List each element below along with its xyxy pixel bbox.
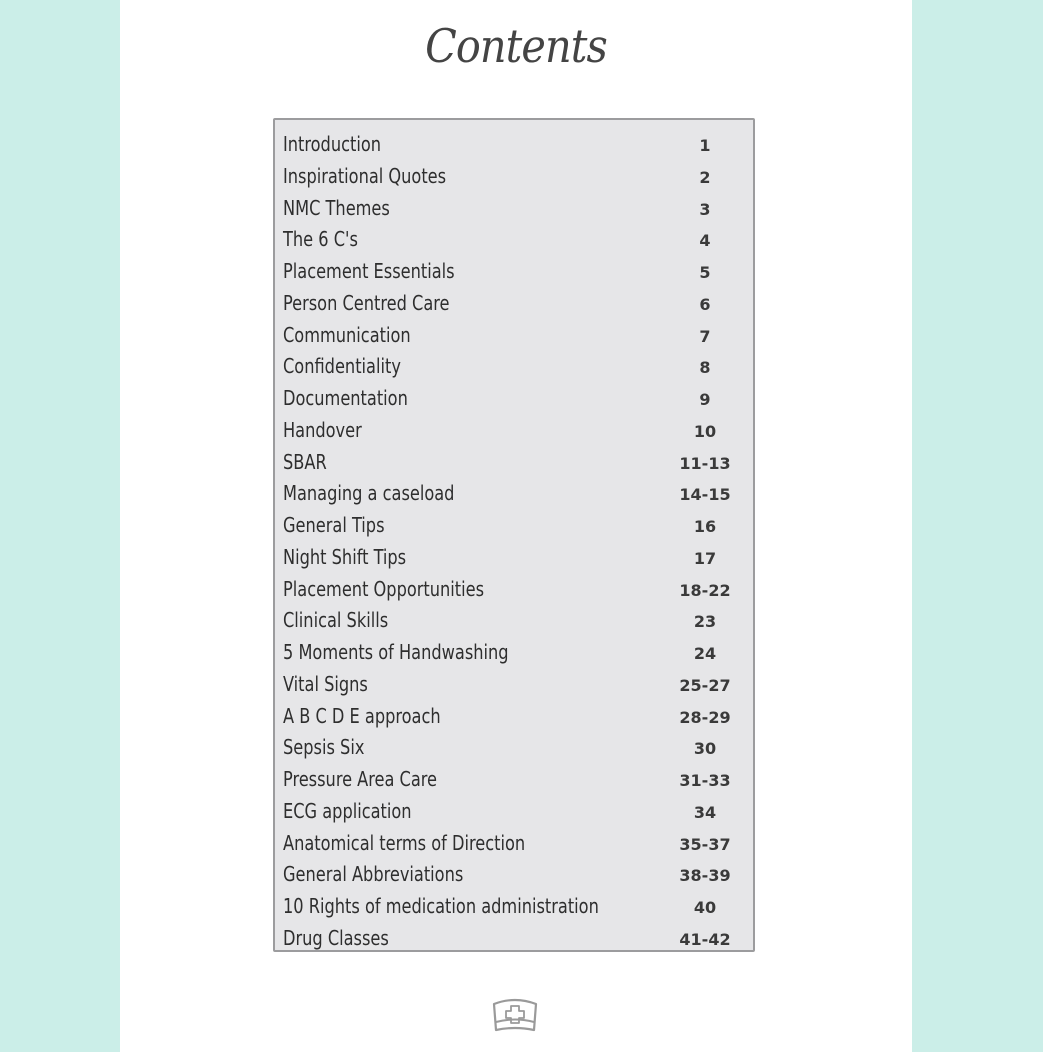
toc-entry-label: Placement Essentials xyxy=(283,259,455,283)
toc-entry xyxy=(275,791,753,823)
toc-entry-label: Vital Signs xyxy=(283,671,368,696)
toc-entry-label: General Tips xyxy=(283,513,385,537)
toc-entry xyxy=(275,727,753,759)
toc-entry xyxy=(275,156,753,188)
toc-entry xyxy=(275,505,753,537)
toc-entry-page: 17 xyxy=(693,548,717,568)
toc-entry xyxy=(275,124,753,156)
toc-entry-page: 14-15 xyxy=(679,485,731,505)
toc-entry xyxy=(275,600,753,632)
toc-entry-label: Handover xyxy=(283,417,362,442)
toc-entry-label: Inspirational Quotes xyxy=(283,163,447,188)
contents-page xyxy=(120,0,912,1052)
toc-entry-label: Placement Opportunities xyxy=(283,576,485,601)
toc-entry-page: 34 xyxy=(693,802,717,822)
toc-entry-label: A B C D E approach xyxy=(283,703,441,728)
toc-entry xyxy=(275,219,753,251)
toc-entry-label: 10 Rights of medication administration xyxy=(283,894,599,918)
toc-entry xyxy=(275,569,753,601)
toc-entry-label: General Abbreviations xyxy=(283,862,464,887)
toc-entry xyxy=(275,473,753,505)
toc-entry xyxy=(275,378,753,410)
toc-entry-label: SBAR xyxy=(283,449,327,474)
toc-entry-page: 25-27 xyxy=(679,675,731,695)
toc-entry-page: 16 xyxy=(693,517,717,536)
toc-entry-label: Sepsis Six xyxy=(283,735,365,760)
toc-entry-label: Person Centred Care xyxy=(283,290,450,315)
toc-entry-page: 3 xyxy=(699,199,711,219)
toc-entry-page: 2 xyxy=(699,167,711,187)
toc-entry-page: 1 xyxy=(699,136,711,155)
toc-entry-label: Managing a caseload xyxy=(283,481,455,506)
toc-entry-label: Confidentiality xyxy=(283,354,401,379)
toc-entry-page: 23 xyxy=(693,612,717,632)
toc-entry-page: 41-42 xyxy=(679,929,731,949)
table-of-contents xyxy=(273,118,755,952)
toc-entry xyxy=(275,664,753,696)
toc-entry-label: Drug Classes xyxy=(283,925,389,950)
toc-entry-label: Night Shift Tips xyxy=(283,544,407,569)
toc-entry xyxy=(275,188,753,220)
toc-entry-page: 18-22 xyxy=(679,580,731,600)
toc-entry-label: ECG application xyxy=(283,798,412,823)
toc-entry-page: 5 xyxy=(699,263,711,282)
toc-entry-page: 35-37 xyxy=(679,834,731,854)
toc-entry-label: Clinical Skills xyxy=(283,608,389,633)
toc-entry-label: Anatomical terms of Direction xyxy=(283,830,526,855)
toc-entry xyxy=(275,315,753,347)
toc-entry xyxy=(275,823,753,855)
toc-entry-label: Introduction xyxy=(283,132,382,156)
toc-entry-page: 10 xyxy=(693,421,717,441)
toc-entry-page: 24 xyxy=(693,644,717,663)
toc-entry xyxy=(275,759,753,791)
toc-entry-label: 5 Moments of Handwashing xyxy=(283,640,509,664)
page-title: Contents xyxy=(425,19,607,73)
toc-entry xyxy=(275,696,753,728)
toc-entry xyxy=(275,442,753,474)
toc-entry xyxy=(275,918,753,950)
toc-entry-label: Pressure Area Care xyxy=(283,767,438,791)
toc-entry xyxy=(275,854,753,886)
toc-entry-label: Communication xyxy=(283,322,411,347)
nurse-cap-icon xyxy=(490,996,540,1034)
toc-entry-label: NMC Themes xyxy=(283,195,390,220)
toc-entry-page: 40 xyxy=(693,898,717,917)
toc-entry xyxy=(275,410,753,442)
toc-entry-page: 7 xyxy=(699,326,711,346)
toc-entry xyxy=(275,632,753,664)
toc-entry-page: 38-39 xyxy=(679,866,731,886)
toc-entry xyxy=(275,537,753,569)
toc-entry-page: 28-29 xyxy=(679,707,731,727)
toc-entry-page: 11-13 xyxy=(679,453,731,473)
toc-entry xyxy=(275,251,753,283)
toc-entry xyxy=(275,346,753,378)
toc-entry-label: Documentation xyxy=(283,386,408,410)
toc-entry xyxy=(275,886,753,918)
toc-entry-page: 30 xyxy=(693,739,717,759)
toc-entry-label: The 6 C's xyxy=(283,227,358,252)
toc-entry-page: 4 xyxy=(699,231,711,251)
toc-entry-page: 9 xyxy=(699,390,711,409)
toc-entry-page: 31-33 xyxy=(679,771,731,790)
toc-entry-page: 6 xyxy=(699,294,711,314)
toc-entry-page: 8 xyxy=(699,358,711,378)
toc-entry xyxy=(275,283,753,315)
